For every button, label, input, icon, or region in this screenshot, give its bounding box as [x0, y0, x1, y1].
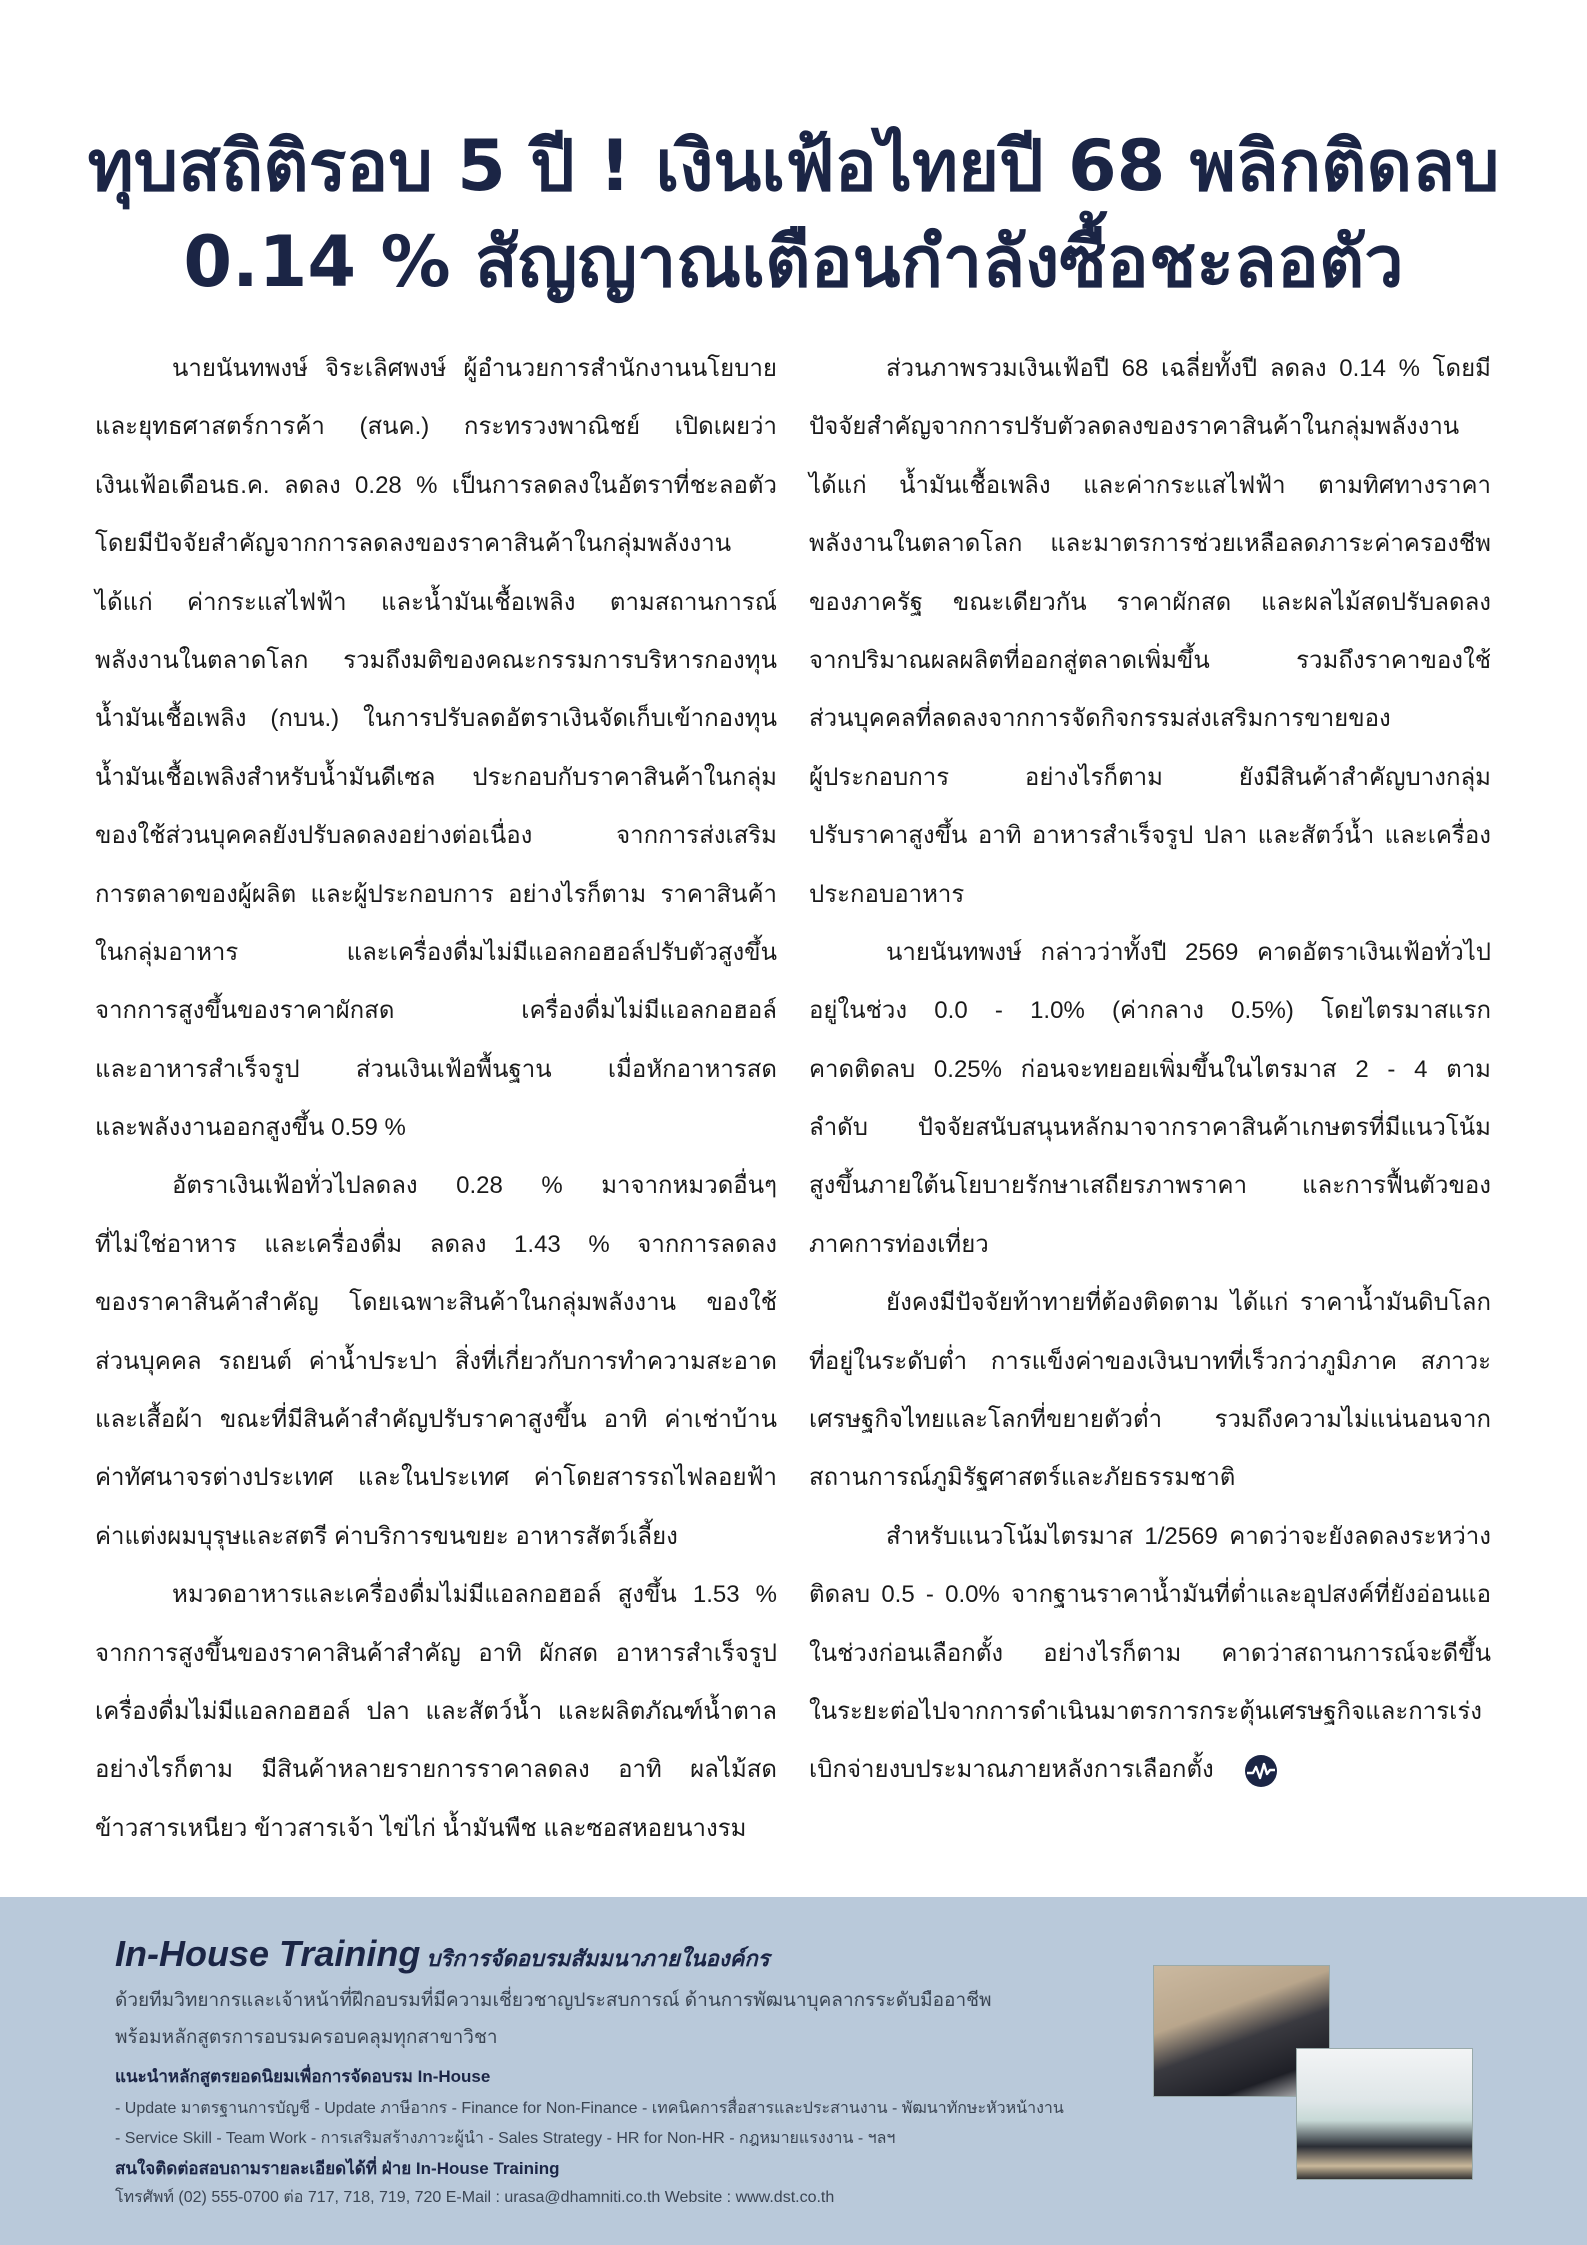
- text-line: [809, 924, 1491, 982]
- text-line: [95, 749, 777, 807]
- ad-courses-heading: แนะนำหลักสูตรยอดนิยมเพื่อการจัดอบรม In-House: [115, 2067, 491, 2086]
- ad-courses-1: - Update มาตรฐานการบัญชี - Update ภาษีอากร - Finance for Non-Finance - เทคนิคการสื่อสารและประสานงาน - พัฒนาทักษะหัวหน้างาน: [115, 2100, 1064, 2117]
- paragraph: [95, 1566, 777, 1858]
- text-line: [809, 1741, 1491, 1799]
- text-line-content: และยุทธศาสตร์การค้า (สนค.) กระทรวงพาณิชย์ เปิดเผยว่า: [95, 413, 777, 441]
- text-line-content: นายนันทพงษ์ กล่าวว่าทั้งปี 2569 คาดอัตราเงินเฟ้อทั่วไป: [886, 938, 1491, 966]
- text-line: [95, 515, 777, 573]
- ad-brand: In-House Training: [115, 1933, 421, 1974]
- text-line: [95, 1566, 777, 1624]
- text-line-content: ส่วนบุคคล รถยนต์ ค่าน้ำประปา สิ่งที่เกี่ยวกับการทำความสะอาด: [95, 1347, 777, 1375]
- text-line-content: สูงขึ้นภายใต้นโยบายรักษาเสถียรภาพราคา และการฟื้นตัวของ: [809, 1172, 1491, 1200]
- text-line: [95, 457, 777, 515]
- text-line-content: น้ำมันเชื้อเพลิงสำหรับน้ำมันดีเซล ประกอบกับราคาสินค้าในกลุ่ม: [95, 763, 777, 791]
- paragraph: [95, 1157, 777, 1566]
- ad-contact-heading: สนใจติดต่อสอบถามรายละเอียดได้ที่ ฝ่าย In-House Training: [115, 2159, 560, 2178]
- text-line-content: ในกลุ่มอาหาร และเครื่องดื่มไม่มีแอลกอฮอล์ปรับตัวสูงขึ้น: [95, 938, 777, 966]
- text-line: [95, 1391, 777, 1449]
- text-line: [809, 1508, 1491, 1566]
- text-line: [95, 1683, 777, 1741]
- text-line-content: ของใช้ส่วนบุคคลยังปรับลดลงอย่างต่อเนื่อง จากการส่งเสริม: [95, 822, 777, 850]
- text-line-content: คาดติดลบ 0.25% ก่อนจะทยอยเพิ่มขึ้นในไตรมาส 2 - 4 ตาม: [809, 1055, 1491, 1083]
- ad-brand-subtitle: บริการจัดอบรมสัมมนาภายในองค์กร: [426, 1946, 770, 1971]
- text-line-content: เบิกจ่ายงบประมาณภายหลังการเลือกตั้ง: [809, 1756, 1214, 1784]
- text-line: [809, 1449, 1491, 1507]
- text-line: [95, 1800, 777, 1858]
- ad-description-1: ด้วยทีมวิทยากรและเจ้าหน้าที่ฝึกอบรมที่มีความเชี่ยวชาญประสบการณ์ ด้านการพัฒนาบุคลากรระดับมืออาชีพ: [115, 1990, 992, 2011]
- ad-description-2: พร้อมหลักสูตรการอบรมครอบคลุมทุกสาขาวิชา: [115, 2027, 498, 2048]
- article-column-right: [809, 340, 1491, 1800]
- text-line-content: และเสื้อผ้า ขณะที่มีสินค้าสำคัญปรับราคาสูงขึ้น อาทิ ค่าเช่าบ้าน: [95, 1406, 777, 1434]
- text-line-content: ปรับราคาสูงขึ้น อาทิ อาหารสำเร็จรูป ปลา และสัตว์น้ำ และเครื่อง: [809, 822, 1491, 850]
- text-line-content: จากปริมาณผลผลิตที่ออกสู่ตลาดเพิ่มขึ้น รวมถึงราคาของใช้: [809, 646, 1491, 674]
- ad-heading: [115, 1933, 769, 1976]
- text-line: [809, 866, 1491, 924]
- text-line-content: ค่าแต่งผมบุรุษและสตรี ค่าบริการขนขยะ อาหารสัตว์เลี้ยง: [95, 1522, 678, 1550]
- text-line-content: ที่อยู่ในระดับต่ำ การแข็งค่าของเงินบาทที่เร็วกว่าภูมิภาค สภาวะ: [809, 1347, 1491, 1375]
- text-line-content: ในระยะต่อไปจากการดำเนินมาตรการกระตุ้นเศรษฐกิจและการเร่ง: [809, 1697, 1482, 1725]
- text-line: [95, 632, 777, 690]
- text-line: [809, 1683, 1491, 1741]
- text-line: [809, 1041, 1491, 1099]
- text-line: [95, 1333, 777, 1391]
- text-line-content: ผู้ประกอบการ อย่างไรก็ตาม ยังมีสินค้าสำคัญบางกลุ่ม: [809, 763, 1491, 791]
- text-line-content: เงินเฟ้อเดือนธ.ค. ลดลง 0.28 % เป็นการลดลงในอัตราที่ชะลอตัว: [95, 471, 777, 499]
- in-house-training-ad: [0, 1897, 1587, 2245]
- text-line: [95, 866, 777, 924]
- text-line: [809, 1391, 1491, 1449]
- text-line-content: อัตราเงินเฟ้อทั่วไปลดลง 0.28 % มาจากหมวดอื่นๆ: [172, 1172, 777, 1200]
- ad-courses-2: - Service Skill - Team Work - การเสริมสร้างภาวะผู้นำ - Sales Strategy - HR for Non-HR - กฎหมายแรงงาน - ฯลฯ: [115, 2130, 896, 2147]
- text-line-content: ข้าวสารเหนียว ข้าวสารเจ้า ไข่ไก่ น้ำมันพืช และซอสหอยนางรม: [95, 1814, 747, 1842]
- text-line: [809, 515, 1491, 573]
- text-line: [95, 1216, 777, 1274]
- text-line-content: การตลาดของผู้ผลิต และผู้ประกอบการ อย่างไรก็ตาม ราคาสินค้า: [95, 880, 777, 908]
- text-line-content: ปัจจัยสำคัญจากการปรับตัวลดลงของราคาสินค้าในกลุ่มพลังงาน: [809, 413, 1460, 441]
- text-line-content: ส่วนบุคคลที่ลดลงจากการจัดกิจกรรมส่งเสริมการขายของ: [809, 705, 1391, 733]
- text-line: [809, 457, 1491, 515]
- text-line-content: สำหรับแนวโน้มไตรมาส 1/2569 คาดว่าจะยังลดลงระหว่าง: [886, 1522, 1491, 1550]
- text-line: [809, 1333, 1491, 1391]
- text-line-content: จากการสูงขึ้นของราคาสินค้าสำคัญ อาทิ ผักสด อาหารสำเร็จรูป: [95, 1639, 777, 1667]
- text-line-content: และอาหารสำเร็จรูป ส่วนเงินเฟ้อพื้นฐาน เมื่อหักอาหารสด: [95, 1055, 777, 1083]
- text-line: [95, 340, 777, 398]
- text-line: [809, 1157, 1491, 1215]
- text-line-content: ติดลบ 0.5 - 0.0% จากฐานราคาน้ำมันที่ต่ำและอุปสงค์ที่ยังอ่อนแอ: [809, 1581, 1491, 1609]
- text-line-content: ลำดับ ปัจจัยสนับสนุนหลักมาจากราคาสินค้าเกษตรที่มีแนวโน้ม: [809, 1114, 1491, 1142]
- text-line-content: ได้แก่ น้ำมันเชื้อเพลิง และค่ากระแสไฟฟ้า ตามทิศทางราคา: [809, 471, 1491, 499]
- article-title: [60, 118, 1527, 310]
- text-line-content: ในช่วงก่อนเลือกตั้ง อย่างไรก็ตาม คาดว่าสถานการณ์จะดีขึ้น: [809, 1639, 1491, 1667]
- text-line: [95, 807, 777, 865]
- text-line: [95, 1041, 777, 1099]
- text-line: [809, 398, 1491, 456]
- paragraph: [95, 340, 777, 1157]
- text-line: [95, 398, 777, 456]
- training-photo-2: [1296, 2048, 1473, 2180]
- paragraph: [809, 924, 1491, 1274]
- text-line-content: สถานการณ์ภูมิรัฐศาสตร์และภัยธรรมชาติ: [809, 1464, 1236, 1492]
- text-line-content: ประกอบอาหาร: [809, 880, 965, 908]
- text-line-content: ที่ไม่ใช่อาหาร และเครื่องดื่ม ลดลง 1.43 % จากการลดลง: [95, 1230, 777, 1258]
- text-line: [95, 1625, 777, 1683]
- text-line: [95, 924, 777, 982]
- text-line-content: ของราคาสินค้าสำคัญ โดยเฉพาะสินค้าในกลุ่มพลังงาน ของใช้: [95, 1289, 777, 1317]
- text-line-content: ภาคการท่องเที่ยว: [809, 1230, 989, 1258]
- text-line: [809, 1566, 1491, 1624]
- text-line-content: เศรษฐกิจไทยและโลกที่ขยายตัวต่ำ รวมถึงความไม่แน่นอนจาก: [809, 1406, 1491, 1434]
- text-line-content: โดยมีปัจจัยสำคัญจากการลดลงของราคาสินค้าในกลุ่มพลังงาน: [95, 530, 732, 558]
- wave-logo-icon: [1244, 1754, 1278, 1788]
- text-line: [95, 1274, 777, 1332]
- text-line: [809, 1625, 1491, 1683]
- text-line: [95, 1508, 777, 1566]
- text-line: [809, 574, 1491, 632]
- paragraph: [809, 1508, 1491, 1800]
- paragraph: [809, 340, 1491, 924]
- text-line: [809, 749, 1491, 807]
- text-line: [809, 632, 1491, 690]
- text-line-content: อย่างไรก็ตาม มีสินค้าหลายรายการราคาลดลง อาทิ ผลไม้สด: [95, 1756, 777, 1784]
- text-line-content: นายนันทพงษ์ จิระเลิศพงษ์ ผู้อำนวยการสำนักงานนโยบาย: [172, 355, 777, 382]
- text-line: [809, 340, 1491, 398]
- text-line-content: จากการสูงขึ้นของราคาผักสด เครื่องดื่มไม่มีแอลกอฮอล์: [95, 997, 777, 1025]
- text-line: [95, 1449, 777, 1507]
- ad-contact-info: โทรศัพท์ (02) 555-0700 ต่อ 717, 718, 719, 720 E-Mail : urasa@dhamniti.co.th Website : www.dst.co.th: [115, 2189, 835, 2206]
- text-line-content: ยังคงมีปัจจัยท้าทายที่ต้องติดตาม ได้แก่ ราคาน้ำมันดิบโลก: [886, 1289, 1491, 1317]
- text-line-content: พลังงานในตลาดโลก และมาตรการช่วยเหลือลดภาระค่าครองชีพ: [809, 530, 1491, 558]
- article-column-left: [95, 340, 777, 1858]
- text-line: [809, 1274, 1491, 1332]
- text-line: [809, 690, 1491, 748]
- text-line: [95, 982, 777, 1040]
- text-line-content: และพลังงานออกสูงขึ้น 0.59 %: [95, 1114, 406, 1142]
- text-line: [95, 1741, 777, 1799]
- text-line: [809, 807, 1491, 865]
- title-line-2: 0.14 % สัญญาณเตือนกำลังซื้อชะลอตัว: [183, 221, 1404, 303]
- paragraph: [809, 1274, 1491, 1508]
- text-line-content: ได้แก่ ค่ากระแสไฟฟ้า และน้ำมันเชื้อเพลิง ตามสถานการณ์: [95, 588, 777, 616]
- text-line-content: หมวดอาหารและเครื่องดื่มไม่มีแอลกอฮอล์ สูงขึ้น 1.53 %: [172, 1581, 777, 1609]
- text-line-content: ส่วนภาพรวมเงินเฟ้อปี 68 เฉลี่ยทั้งปี ลดลง 0.14 % โดยมี: [886, 355, 1491, 382]
- text-line-content: เครื่องดื่มไม่มีแอลกอฮอล์ ปลา และสัตว์น้ำ และผลิตภัณฑ์น้ำตาล: [95, 1697, 777, 1725]
- text-line: [95, 574, 777, 632]
- text-line-content: พลังงานในตลาดโลก รวมถึงมติของคณะกรรมการบริหารกองทุน: [95, 646, 777, 674]
- text-line: [95, 1157, 777, 1215]
- text-line-content: ค่าทัศนาจรต่างประเทศ และในประเทศ ค่าโดยสารรถไฟลอยฟ้า: [95, 1464, 777, 1492]
- text-line: [809, 1099, 1491, 1157]
- text-line-content: น้ำมันเชื้อเพลิง (กบน.) ในการปรับลดอัตราเงินจัดเก็บเข้ากองทุน: [95, 705, 777, 733]
- title-line-1: ทุบสถิติรอบ 5 ปี ! เงินเฟ้อไทยปี 68 พลิกติดลบ: [87, 125, 1500, 207]
- text-line-content: อยู่ในช่วง 0.0 - 1.0% (ค่ากลาง 0.5%) โดยไตรมาสแรก: [809, 997, 1491, 1025]
- text-line-content: ของภาครัฐ ขณะเดียวกัน ราคาผักสด และผลไม้สดปรับลดลง: [809, 588, 1491, 616]
- text-line: [95, 690, 777, 748]
- text-line: [809, 1216, 1491, 1274]
- text-line: [809, 982, 1491, 1040]
- text-line: [95, 1099, 777, 1157]
